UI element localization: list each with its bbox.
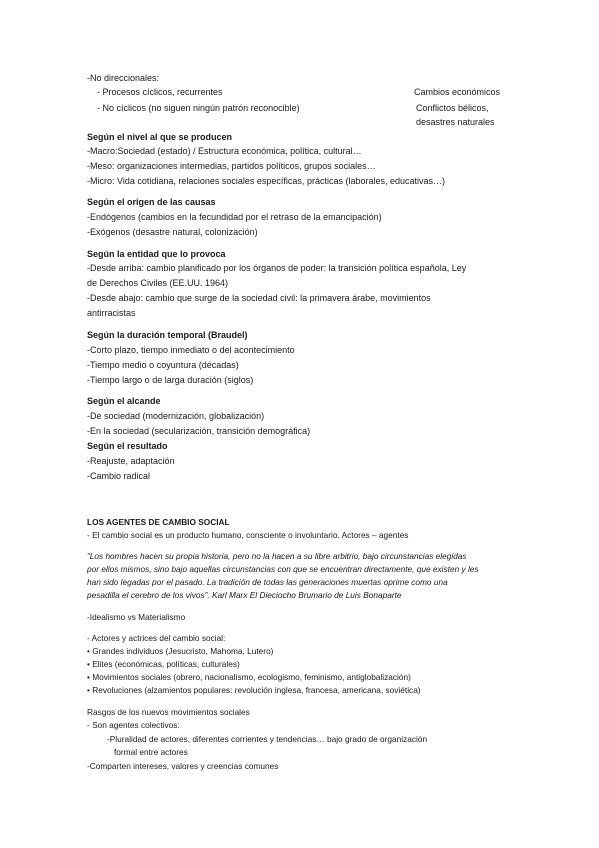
origen-item: -Exógenos (desastre natural, colonización) <box>87 227 258 237</box>
resultado-item: -Cambio radical <box>87 471 151 481</box>
entidad-item: -Desde arriba: cambio planificado por los órganos de poder: la transición política española, Ley <box>87 263 467 273</box>
no-ciclicos-line: - No cíclicos (no siguen ningún patrón reconocible) <box>97 103 300 113</box>
nivel-item: -Micro: Vida cotidiana, relaciones sociales específicas, prácticas (laborales, educativas…) <box>87 176 445 186</box>
actores-item: • Elites (económicas, políticas, culturales) <box>87 659 240 669</box>
agentes-intro: - El cambio social es un producto humano, consciente o involuntario. Actores – agentes <box>87 530 409 540</box>
nivel-item: -Macro:Sociedad (estado) / Estructura económica, política, cultural… <box>87 146 362 156</box>
actores-heading: - Actores y actrices del cambio social: <box>87 633 226 643</box>
duracion-item: -Tiempo largo o de larga duración (siglos) <box>87 375 254 385</box>
example-armed-conflicts: Conflictos bélicos, <box>416 103 489 113</box>
entidad-item: antirracistas <box>87 308 136 318</box>
heading-origen: Según el origen de las causas <box>87 197 216 207</box>
marx-quote-line: han sido legadas por el pasado. La tradición de todas las generaciones muertas oprime como una <box>87 577 448 587</box>
rasgos-item: -Pluralidad de actores, diferentes corrientes y tendencias… bajo grado de organización <box>107 734 428 744</box>
duracion-item: -Corto plazo, tiempo inmediato o del acontecimiento <box>87 345 295 355</box>
rasgos-item: -Comparten intereses, valores y creencias comunes <box>87 761 279 771</box>
marx-quote-line: por ellos mismos, sino bajo aquellas circunstancias con que se encuentran directamente, que existen y les <box>87 564 479 574</box>
entidad-item: -Desde abajo: cambio que surge de la sociedad civil: la primavera árabe, movimientos <box>87 293 431 303</box>
actores-item: • Grandes individuos (Jesucristo, Mahoma, Lutero) <box>87 646 274 656</box>
origen-item: -Endógenos (cambios en la fecundidad por el retraso de la emancipación) <box>87 212 382 222</box>
marx-quote-line: pesadilla el cerebro de los vivos”. Karl Marx El Dieciocho Brumario de Luis Bonaparte <box>87 590 402 600</box>
heading-resultado: Según el resultado <box>87 441 168 451</box>
heading-duracion: Según la duración temporal (Braudel) <box>87 330 248 340</box>
idealismo-line: -Idealismo vs Materialismo <box>87 612 186 622</box>
heading-nivel: Según el nivel al que se producen <box>87 132 233 142</box>
rasgos-item: formal entre actores <box>114 747 188 757</box>
duracion-item: -Tiempo medio o coyuntura (décadas) <box>87 360 239 370</box>
rasgos-heading: Rasgos de los nuevos movimientos sociales <box>87 707 250 717</box>
example-natural-disasters: desastres naturales <box>416 117 495 127</box>
procesos-ciclicos-line: - Procesos cíclicos, recurrentes <box>97 87 223 97</box>
example-economic-changes: Cambios económicos <box>414 87 501 97</box>
entidad-item: de Derechos Civiles (EE.UU. 1964) <box>87 278 229 288</box>
heading-alcance: Según el alcande <box>87 396 161 406</box>
heading-agentes: LOS AGENTES DE CAMBIO SOCIAL <box>87 517 230 527</box>
heading-entidad: Según la entidad que lo provoca <box>87 249 226 259</box>
resultado-item: -Reajuste, adaptación <box>87 456 175 466</box>
actores-item: • Revoluciones (alzamientos populares: revolución inglesa, francesa, americana, soviética) <box>87 685 421 695</box>
marx-quote-line: “Los hombres hacen su propia historia, pero no la hacen a su libre arbitrio, bajo circunstancias elegidas <box>87 551 467 561</box>
nivel-item: -Meso: organizaciones intermedias, partidos políticos, grupos sociales… <box>87 161 376 171</box>
alcance-item: -De sociedad (modernización, globalización) <box>87 411 265 421</box>
rasgos-item: - Son agentes colectivos: <box>87 720 180 730</box>
actores-item: • Movimientos sociales (obrero, nacionalismo, ecologismo, feminismo, antiglobalización) <box>87 672 411 682</box>
alcance-item: -En la sociedad (secularización, transición demográfica) <box>87 426 311 436</box>
no-direccionales-line: -No direccionales: <box>87 73 160 83</box>
